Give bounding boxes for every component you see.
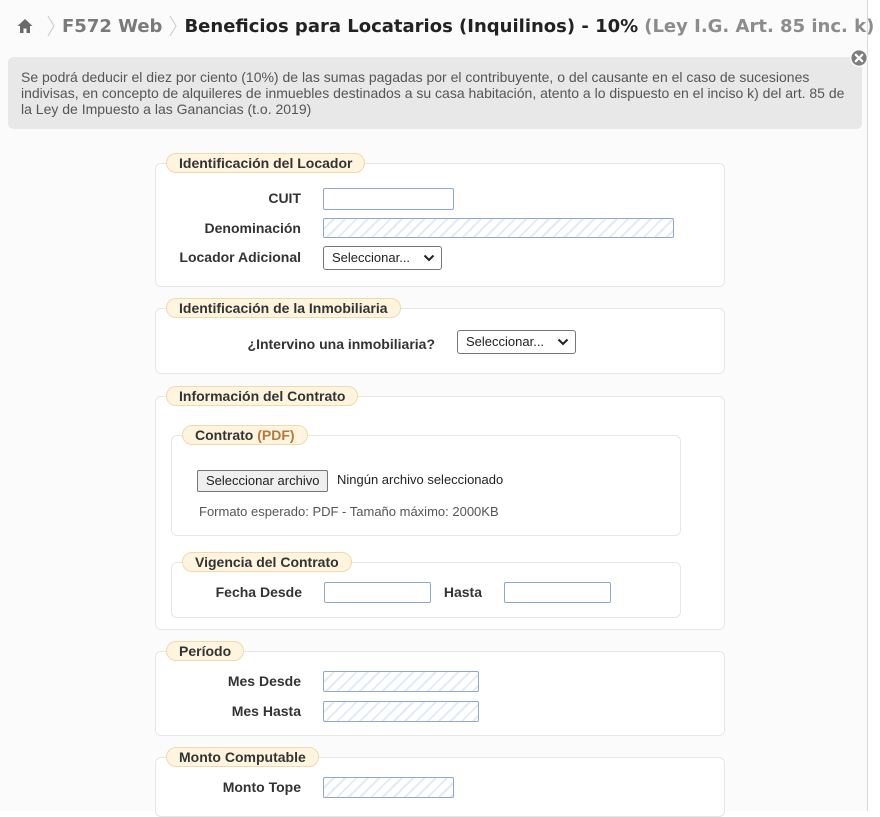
contrato-pdf-legend-accent: (PDF) [257,427,295,443]
monto-tope-label: Monto Tope [222,779,301,795]
contrato-pdf-legend [182,425,308,445]
page-title: Beneficios para Locatarios (Inquilinos) - 10% [184,15,639,37]
periodo-fieldset [155,651,725,736]
contrato-legend: Información del Contrato [166,386,358,406]
chevron-down-icon [423,253,435,263]
cuit-label: CUIT [268,190,301,206]
chevron-down-icon [557,337,569,347]
cuit-input[interactable] [323,188,454,210]
close-icon[interactable] [850,49,868,67]
breadcrumb-separator-icon [46,14,56,38]
info-banner [8,57,862,129]
file-format-hint: Formato esperado: PDF - Tamaño máximo: 2000KB [199,504,499,519]
mes-hasta-field[interactable] [323,701,479,722]
home-icon[interactable] [16,17,34,35]
page-title-suffix: (Ley I.G. Art. 85 inc. k) [644,15,875,37]
file-status: Ningún archivo seleccionado [337,472,504,487]
periodo-legend: Período [166,641,244,661]
breadcrumb-separator-icon [168,14,178,38]
fecha-hasta-input[interactable] [504,582,611,603]
info-banner-text: Se podrá deducir el diez por ciento (10%) de las sumas pagadas por el contribuyente, o del causante en el caso de sucesiones indivisas, en concepto de alquileres de inmuebles destinados a su casa habitación, atento a lo dispuesto en el inciso k) del art. 85 de la Ley de Impuesto a las Ganancias (t.o. 2019) [21,69,845,117]
locador-legend: Identificación del Locador [166,153,365,173]
fecha-desde-input[interactable] [324,582,431,603]
monto-legend: Monto Computable [166,747,319,767]
inmobiliaria-question-label: ¿Intervino una inmobiliaria? [247,336,435,352]
inmobiliaria-selected: Seleccionar... [466,334,545,349]
locador-adicional-select[interactable] [323,246,442,270]
breadcrumb [16,12,874,40]
contrato-pdf-legend-text: Contrato [195,427,254,443]
locador-adicional-selected: Seleccionar... [332,250,411,265]
fecha-desde-label: Fecha Desde [215,584,302,600]
mes-desde-label: Mes Desde [227,673,301,689]
hasta-label: Hasta [443,584,482,600]
locador-adicional-label: Locador Adicional [179,249,301,265]
breadcrumb-app-link[interactable]: F572 Web [62,15,163,37]
inmobiliaria-select[interactable] [457,330,576,354]
select-file-button[interactable]: Seleccionar archivo [197,470,328,492]
monto-tope-field [323,777,454,798]
denominacion-field [323,218,674,238]
denominacion-label: Denominación [204,220,301,236]
inmobiliaria-legend: Identificación de la Inmobiliaria [166,298,401,318]
vigencia-legend: Vigencia del Contrato [182,552,352,572]
mes-desde-field[interactable] [323,671,479,692]
mes-hasta-label: Mes Hasta [231,703,301,719]
